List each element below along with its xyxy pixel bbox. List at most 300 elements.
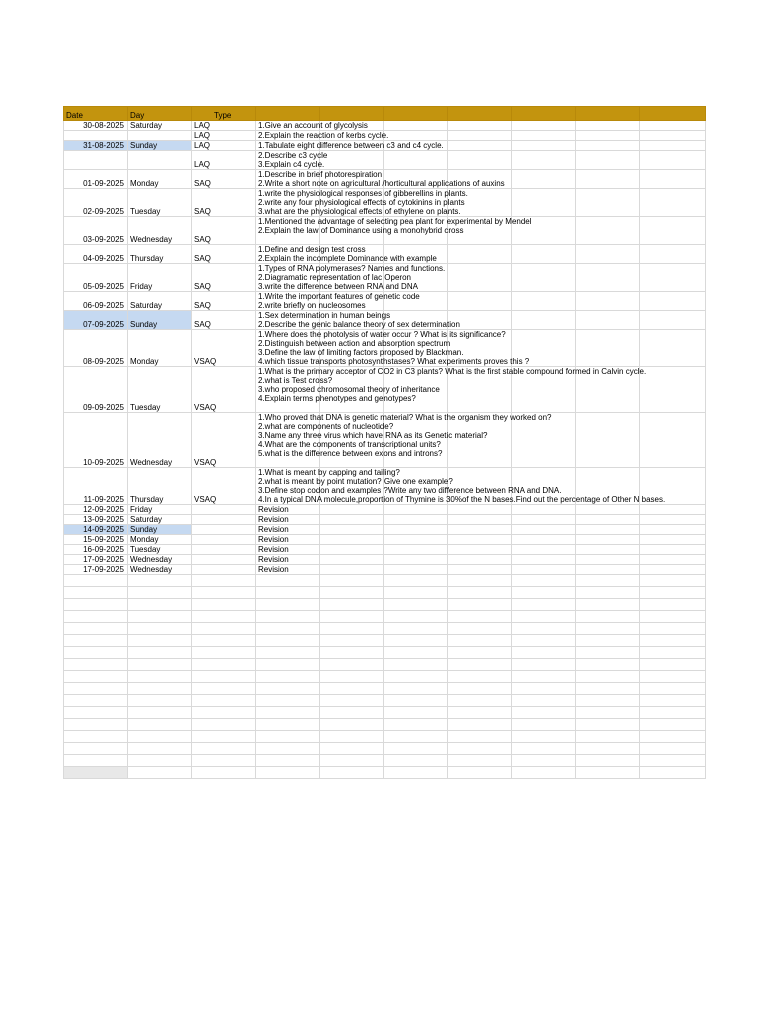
empty-cell[interactable] xyxy=(640,575,706,587)
date-cell[interactable]: 04-09-2025 xyxy=(64,245,128,264)
empty-cell[interactable] xyxy=(320,575,384,587)
empty-cell[interactable] xyxy=(448,121,512,131)
empty-cell[interactable] xyxy=(640,743,706,755)
empty-cell[interactable] xyxy=(512,623,576,635)
type-cell[interactable]: SAQ xyxy=(192,170,256,189)
empty-cell[interactable] xyxy=(64,731,128,743)
empty-cell[interactable] xyxy=(384,505,448,515)
empty-cell[interactable] xyxy=(640,555,706,565)
day-cell[interactable]: Wednesday xyxy=(128,555,192,565)
empty-cell[interactable] xyxy=(640,121,706,131)
type-cell[interactable]: VSAQ xyxy=(192,367,256,413)
empty-cell[interactable] xyxy=(128,743,192,755)
empty-cell[interactable] xyxy=(320,755,384,767)
task-cell[interactable]: Revision xyxy=(256,545,320,555)
empty-cell[interactable] xyxy=(256,767,320,779)
empty-cell[interactable] xyxy=(448,151,512,170)
empty-cell[interactable] xyxy=(576,131,640,141)
empty-cell[interactable] xyxy=(384,611,448,623)
empty-cell[interactable] xyxy=(512,515,576,525)
empty-cell[interactable] xyxy=(640,535,706,545)
empty-cell[interactable] xyxy=(256,719,320,731)
empty-cell[interactable] xyxy=(128,635,192,647)
date-cell[interactable]: 15-09-2025 xyxy=(64,535,128,545)
empty-cell[interactable] xyxy=(192,683,256,695)
empty-cell[interactable] xyxy=(448,141,512,151)
header-cell[interactable] xyxy=(576,107,640,121)
type-cell[interactable]: VSAQ xyxy=(192,413,256,468)
header-date[interactable]: Date xyxy=(64,107,128,121)
empty-cell[interactable] xyxy=(320,525,384,535)
empty-cell[interactable] xyxy=(384,535,448,545)
empty-cell[interactable] xyxy=(320,611,384,623)
empty-cell[interactable] xyxy=(320,683,384,695)
empty-cell[interactable] xyxy=(256,683,320,695)
empty-cell[interactable] xyxy=(576,151,640,170)
empty-cell[interactable] xyxy=(448,671,512,683)
task-cell[interactable]: 1.Mentioned the advantage of selecting pea plant for experimental by Mendel 2.Explain the law of Dominance using a monohybrid cross xyxy=(256,217,320,245)
empty-cell[interactable] xyxy=(448,707,512,719)
empty-cell[interactable] xyxy=(256,707,320,719)
day-cell[interactable]: Thursday xyxy=(128,245,192,264)
empty-cell[interactable] xyxy=(384,131,448,141)
empty-cell[interactable] xyxy=(192,695,256,707)
task-cell[interactable]: Revision xyxy=(256,525,320,535)
type-cell[interactable]: VSAQ xyxy=(192,330,256,367)
empty-cell[interactable] xyxy=(576,565,640,575)
empty-cell[interactable] xyxy=(64,611,128,623)
empty-cell[interactable] xyxy=(512,647,576,659)
task-cell[interactable]: Revision xyxy=(256,565,320,575)
empty-cell[interactable] xyxy=(448,731,512,743)
empty-cell[interactable] xyxy=(512,525,576,535)
task-cell[interactable]: 1.Types of RNA polymerases? Names and functions. 2.Diagramatic representation of lac Operon 3.write the difference between RNA and DNA xyxy=(256,264,320,292)
empty-cell[interactable] xyxy=(640,264,706,292)
empty-cell[interactable] xyxy=(64,635,128,647)
empty-cell[interactable] xyxy=(384,515,448,525)
type-cell[interactable] xyxy=(192,515,256,525)
empty-cell[interactable] xyxy=(320,659,384,671)
empty-cell[interactable] xyxy=(640,599,706,611)
day-cell[interactable]: Saturday xyxy=(128,515,192,525)
day-cell[interactable]: Tuesday xyxy=(128,545,192,555)
empty-cell[interactable] xyxy=(576,170,640,189)
empty-cell[interactable] xyxy=(64,719,128,731)
empty-cell[interactable] xyxy=(640,565,706,575)
empty-cell[interactable] xyxy=(576,575,640,587)
empty-cell[interactable] xyxy=(64,647,128,659)
empty-cell[interactable] xyxy=(64,707,128,719)
empty-cell[interactable] xyxy=(576,647,640,659)
empty-cell[interactable] xyxy=(192,635,256,647)
empty-cell[interactable] xyxy=(512,683,576,695)
empty-cell[interactable] xyxy=(512,659,576,671)
empty-cell[interactable] xyxy=(448,755,512,767)
empty-cell[interactable] xyxy=(640,170,706,189)
empty-cell[interactable] xyxy=(384,587,448,599)
empty-cell[interactable] xyxy=(256,755,320,767)
empty-cell[interactable] xyxy=(576,515,640,525)
empty-cell[interactable] xyxy=(320,743,384,755)
empty-cell[interactable] xyxy=(512,707,576,719)
empty-cell[interactable] xyxy=(128,767,192,779)
task-cell[interactable]: 1.Where does the photolysis of water occur ? What is its significance? 2.Distinguish between action and absorption spectrum 3.Define the law of limiting factors proposed by Blackman. 4.which tissue transports photosynthstases? What experiments proves this ? xyxy=(256,330,320,367)
empty-cell[interactable] xyxy=(384,545,448,555)
task-cell[interactable]: Revision xyxy=(256,505,320,515)
empty-cell[interactable] xyxy=(512,555,576,565)
empty-cell[interactable] xyxy=(320,505,384,515)
empty-cell[interactable] xyxy=(448,659,512,671)
empty-cell[interactable] xyxy=(512,587,576,599)
empty-cell[interactable] xyxy=(448,292,512,311)
empty-cell[interactable] xyxy=(64,623,128,635)
empty-cell[interactable] xyxy=(576,767,640,779)
empty-cell[interactable] xyxy=(640,311,706,330)
empty-cell[interactable] xyxy=(128,647,192,659)
empty-cell[interactable] xyxy=(320,545,384,555)
header-day[interactable]: Day xyxy=(128,107,192,121)
empty-cell[interactable] xyxy=(640,330,706,367)
empty-cell[interactable] xyxy=(448,695,512,707)
task-cell[interactable]: Revision xyxy=(256,535,320,545)
empty-cell[interactable] xyxy=(192,707,256,719)
task-cell[interactable]: 1.What is the primary acceptor of CO2 in C3 plants? What is the first stable compound formed in Calvin cycle. 2.what is Test cross? 3.who proposed chromosomal theory of inheritance 4.Explain terms phenotypes and genotypes? xyxy=(256,367,320,413)
empty-cell[interactable] xyxy=(576,755,640,767)
empty-cell[interactable] xyxy=(640,647,706,659)
date-cell[interactable]: 11-09-2025 xyxy=(64,468,128,505)
task-cell[interactable]: 2.Describe c3 cycle 3.Explain c4 cycle. xyxy=(256,151,320,170)
empty-cell[interactable] xyxy=(640,413,706,468)
empty-cell[interactable] xyxy=(448,587,512,599)
empty-cell[interactable] xyxy=(320,635,384,647)
empty-cell[interactable] xyxy=(512,635,576,647)
empty-cell[interactable] xyxy=(640,217,706,245)
empty-cell[interactable] xyxy=(448,635,512,647)
empty-cell[interactable] xyxy=(448,264,512,292)
empty-cell[interactable] xyxy=(384,743,448,755)
day-cell[interactable]: Sunday xyxy=(128,525,192,535)
empty-cell[interactable] xyxy=(640,755,706,767)
date-cell[interactable]: 02-09-2025 xyxy=(64,189,128,217)
empty-cell[interactable] xyxy=(640,695,706,707)
empty-cell[interactable] xyxy=(128,659,192,671)
empty-cell[interactable] xyxy=(320,515,384,525)
empty-cell[interactable] xyxy=(512,505,576,515)
date-cell[interactable]: 10-09-2025 xyxy=(64,413,128,468)
date-cell[interactable]: 12-09-2025 xyxy=(64,505,128,515)
empty-cell[interactable] xyxy=(576,264,640,292)
date-cell[interactable]: 31-08-2025 xyxy=(64,141,128,151)
empty-cell[interactable] xyxy=(192,647,256,659)
empty-cell[interactable] xyxy=(512,545,576,555)
empty-cell[interactable] xyxy=(512,599,576,611)
empty-cell[interactable] xyxy=(512,189,576,217)
task-cell[interactable]: 1.Give an account of glycolysis xyxy=(256,121,320,131)
header-cell[interactable] xyxy=(512,107,576,121)
type-cell[interactable]: LAQ xyxy=(192,151,256,170)
empty-cell[interactable] xyxy=(512,292,576,311)
empty-cell[interactable] xyxy=(640,515,706,525)
empty-cell[interactable] xyxy=(448,555,512,565)
type-cell[interactable] xyxy=(192,565,256,575)
empty-cell[interactable] xyxy=(640,292,706,311)
empty-cell[interactable] xyxy=(256,695,320,707)
empty-cell[interactable] xyxy=(576,731,640,743)
empty-cell[interactable] xyxy=(448,131,512,141)
empty-cell[interactable] xyxy=(384,695,448,707)
empty-cell[interactable] xyxy=(512,565,576,575)
empty-cell[interactable] xyxy=(640,189,706,217)
date-cell[interactable]: 06-09-2025 xyxy=(64,292,128,311)
empty-cell[interactable] xyxy=(512,170,576,189)
empty-cell[interactable] xyxy=(320,555,384,565)
day-cell[interactable]: Wednesday xyxy=(128,565,192,575)
empty-cell[interactable] xyxy=(64,599,128,611)
day-cell[interactable]: Saturday xyxy=(128,121,192,131)
date-cell[interactable]: 14-09-2025 xyxy=(64,525,128,535)
empty-cell[interactable] xyxy=(320,599,384,611)
day-cell[interactable]: Wednesday xyxy=(128,413,192,468)
empty-cell[interactable] xyxy=(192,671,256,683)
empty-cell[interactable] xyxy=(640,151,706,170)
date-cell[interactable]: 03-09-2025 xyxy=(64,217,128,245)
empty-cell[interactable] xyxy=(192,575,256,587)
empty-cell[interactable] xyxy=(640,731,706,743)
day-cell[interactable] xyxy=(128,131,192,141)
empty-cell[interactable] xyxy=(448,683,512,695)
type-cell[interactable]: SAQ xyxy=(192,311,256,330)
empty-cell[interactable] xyxy=(384,731,448,743)
day-cell[interactable]: Friday xyxy=(128,505,192,515)
empty-cell[interactable] xyxy=(256,599,320,611)
day-cell[interactable]: Wednesday xyxy=(128,217,192,245)
date-cell[interactable]: 30-08-2025 xyxy=(64,121,128,131)
empty-cell[interactable] xyxy=(384,121,448,131)
empty-cell[interactable] xyxy=(512,151,576,170)
task-cell[interactable]: 1.Write the important features of genetic code 2.write briefly on nucleosomes xyxy=(256,292,320,311)
empty-cell[interactable] xyxy=(576,599,640,611)
empty-cell[interactable] xyxy=(640,131,706,141)
header-cell[interactable] xyxy=(384,107,448,121)
day-cell[interactable]: Tuesday xyxy=(128,189,192,217)
empty-cell[interactable] xyxy=(512,767,576,779)
empty-cell[interactable] xyxy=(128,599,192,611)
empty-cell[interactable] xyxy=(320,623,384,635)
empty-cell[interactable] xyxy=(448,599,512,611)
empty-cell[interactable] xyxy=(640,245,706,264)
empty-cell[interactable] xyxy=(192,719,256,731)
empty-cell[interactable] xyxy=(320,565,384,575)
empty-cell[interactable] xyxy=(64,683,128,695)
empty-cell[interactable] xyxy=(512,245,576,264)
empty-cell[interactable] xyxy=(384,647,448,659)
empty-cell[interactable] xyxy=(576,623,640,635)
day-cell[interactable]: Friday xyxy=(128,264,192,292)
empty-cell[interactable] xyxy=(384,719,448,731)
empty-cell[interactable] xyxy=(512,535,576,545)
date-cell[interactable]: 17-09-2025 xyxy=(64,565,128,575)
empty-cell[interactable] xyxy=(128,611,192,623)
empty-cell[interactable] xyxy=(576,659,640,671)
day-cell[interactable]: Monday xyxy=(128,170,192,189)
date-cell[interactable]: 13-09-2025 xyxy=(64,515,128,525)
empty-cell[interactable] xyxy=(192,755,256,767)
day-cell[interactable]: Monday xyxy=(128,330,192,367)
task-cell[interactable]: Revision xyxy=(256,515,320,525)
type-cell[interactable] xyxy=(192,505,256,515)
empty-cell[interactable] xyxy=(576,743,640,755)
empty-cell[interactable] xyxy=(192,659,256,671)
empty-cell[interactable] xyxy=(128,671,192,683)
empty-cell[interactable] xyxy=(384,659,448,671)
empty-cell[interactable] xyxy=(448,515,512,525)
date-cell[interactable] xyxy=(64,131,128,141)
day-cell[interactable]: Thursday xyxy=(128,468,192,505)
empty-cell[interactable] xyxy=(512,611,576,623)
empty-cell[interactable] xyxy=(128,575,192,587)
empty-cell[interactable] xyxy=(576,292,640,311)
day-cell[interactable]: Sunday xyxy=(128,141,192,151)
empty-cell[interactable] xyxy=(384,565,448,575)
empty-cell[interactable] xyxy=(448,525,512,535)
empty-cell[interactable] xyxy=(192,599,256,611)
empty-cell[interactable] xyxy=(192,743,256,755)
empty-cell[interactable] xyxy=(256,647,320,659)
empty-cell[interactable] xyxy=(384,555,448,565)
empty-cell[interactable] xyxy=(448,575,512,587)
type-cell[interactable] xyxy=(192,535,256,545)
empty-cell[interactable] xyxy=(64,671,128,683)
empty-cell[interactable] xyxy=(576,189,640,217)
empty-cell[interactable] xyxy=(512,141,576,151)
empty-cell[interactable] xyxy=(128,707,192,719)
empty-cell[interactable] xyxy=(512,731,576,743)
empty-cell[interactable] xyxy=(576,245,640,264)
empty-cell[interactable] xyxy=(384,671,448,683)
empty-cell[interactable] xyxy=(448,623,512,635)
day-cell[interactable]: Tuesday xyxy=(128,367,192,413)
empty-cell[interactable] xyxy=(384,767,448,779)
empty-cell[interactable] xyxy=(384,575,448,587)
empty-cell[interactable] xyxy=(128,587,192,599)
empty-cell[interactable] xyxy=(64,575,128,587)
empty-cell[interactable] xyxy=(384,525,448,535)
empty-cell[interactable] xyxy=(640,611,706,623)
empty-cell[interactable] xyxy=(640,587,706,599)
empty-cell[interactable] xyxy=(192,611,256,623)
type-cell[interactable]: SAQ xyxy=(192,189,256,217)
empty-cell[interactable] xyxy=(576,121,640,131)
empty-cell[interactable] xyxy=(384,683,448,695)
type-cell[interactable]: LAQ xyxy=(192,121,256,131)
empty-cell[interactable] xyxy=(64,587,128,599)
empty-cell[interactable] xyxy=(384,151,448,170)
empty-cell[interactable] xyxy=(64,743,128,755)
empty-cell[interactable] xyxy=(256,743,320,755)
empty-cell[interactable] xyxy=(320,587,384,599)
empty-cell[interactable] xyxy=(512,671,576,683)
task-cell[interactable]: 2.Explain the reaction of kerbs cycle. xyxy=(256,131,320,141)
empty-cell[interactable] xyxy=(640,623,706,635)
empty-cell[interactable] xyxy=(128,623,192,635)
empty-cell[interactable] xyxy=(576,707,640,719)
empty-cell[interactable] xyxy=(512,575,576,587)
type-cell[interactable]: SAQ xyxy=(192,292,256,311)
empty-cell[interactable] xyxy=(448,245,512,264)
empty-cell[interactable] xyxy=(384,755,448,767)
empty-cell[interactable] xyxy=(256,671,320,683)
task-cell[interactable]: Revision xyxy=(256,555,320,565)
empty-cell[interactable] xyxy=(640,505,706,515)
empty-cell[interactable] xyxy=(448,535,512,545)
empty-cell[interactable] xyxy=(320,731,384,743)
empty-cell[interactable] xyxy=(448,565,512,575)
day-cell[interactable]: Sunday xyxy=(128,311,192,330)
empty-cell[interactable] xyxy=(576,505,640,515)
empty-cell[interactable] xyxy=(320,695,384,707)
type-cell[interactable] xyxy=(192,525,256,535)
empty-cell[interactable] xyxy=(128,719,192,731)
task-cell[interactable]: 1.write the physiological responses of gibberellins in plants. 2.write any four physiological effects of cytokinins in plants 3.what are the physiological effects of ethylene on plants. xyxy=(256,189,320,217)
empty-cell[interactable] xyxy=(256,623,320,635)
date-cell[interactable]: 17-09-2025 xyxy=(64,555,128,565)
empty-cell[interactable] xyxy=(640,141,706,151)
empty-cell[interactable] xyxy=(576,535,640,545)
empty-cell[interactable] xyxy=(320,671,384,683)
day-cell[interactable]: Saturday xyxy=(128,292,192,311)
header-cell[interactable] xyxy=(448,107,512,121)
empty-cell[interactable] xyxy=(640,719,706,731)
empty-cell[interactable] xyxy=(384,599,448,611)
empty-cell[interactable] xyxy=(576,525,640,535)
empty-cell[interactable] xyxy=(192,767,256,779)
empty-cell[interactable] xyxy=(512,719,576,731)
empty-cell[interactable] xyxy=(256,611,320,623)
empty-cell[interactable] xyxy=(256,575,320,587)
empty-cell[interactable] xyxy=(128,755,192,767)
empty-cell[interactable] xyxy=(192,623,256,635)
empty-cell[interactable] xyxy=(384,635,448,647)
empty-cell[interactable] xyxy=(576,545,640,555)
empty-cell[interactable] xyxy=(640,707,706,719)
empty-cell[interactable] xyxy=(384,707,448,719)
empty-cell[interactable] xyxy=(512,131,576,141)
empty-cell[interactable] xyxy=(576,671,640,683)
task-cell[interactable]: 1.What is meant by capping and tailing? 2.what is meant by point mutation? Give one example? 3.Define stop codon and examples ?Write any two difference between RNA and DNA. 4.In a typical DNA molecule,proportion of Thymine is 30%of the N bases.Find out the percentage of Other N bases. xyxy=(256,468,320,505)
date-cell[interactable]: 05-09-2025 xyxy=(64,264,128,292)
empty-cell[interactable] xyxy=(512,311,576,330)
date-cell[interactable] xyxy=(64,151,128,170)
type-cell[interactable]: SAQ xyxy=(192,245,256,264)
empty-cell[interactable] xyxy=(448,719,512,731)
empty-cell[interactable] xyxy=(576,611,640,623)
task-cell[interactable]: 1.Define and design test cross 2.Explain the incomplete Dominance with example xyxy=(256,245,320,264)
empty-cell[interactable] xyxy=(256,635,320,647)
empty-cell[interactable] xyxy=(512,743,576,755)
empty-cell[interactable] xyxy=(640,671,706,683)
header-cell[interactable] xyxy=(256,107,320,121)
empty-cell[interactable] xyxy=(384,623,448,635)
header-cell[interactable] xyxy=(320,107,384,121)
task-cell[interactable]: 1.Who proved that DNA is genetic material? What is the organism they worked on? 2.what are components of nucleotide? 3.Name any three virus which have RNA as its Genetic material? 4.What are the components of transcriptional units? 5.what is the difference between exons and introns? xyxy=(256,413,320,468)
empty-cell[interactable] xyxy=(640,683,706,695)
empty-cell[interactable] xyxy=(576,695,640,707)
empty-cell[interactable] xyxy=(448,505,512,515)
empty-cell[interactable] xyxy=(64,659,128,671)
empty-cell[interactable] xyxy=(448,743,512,755)
empty-cell[interactable] xyxy=(640,367,706,413)
empty-cell[interactable] xyxy=(128,695,192,707)
